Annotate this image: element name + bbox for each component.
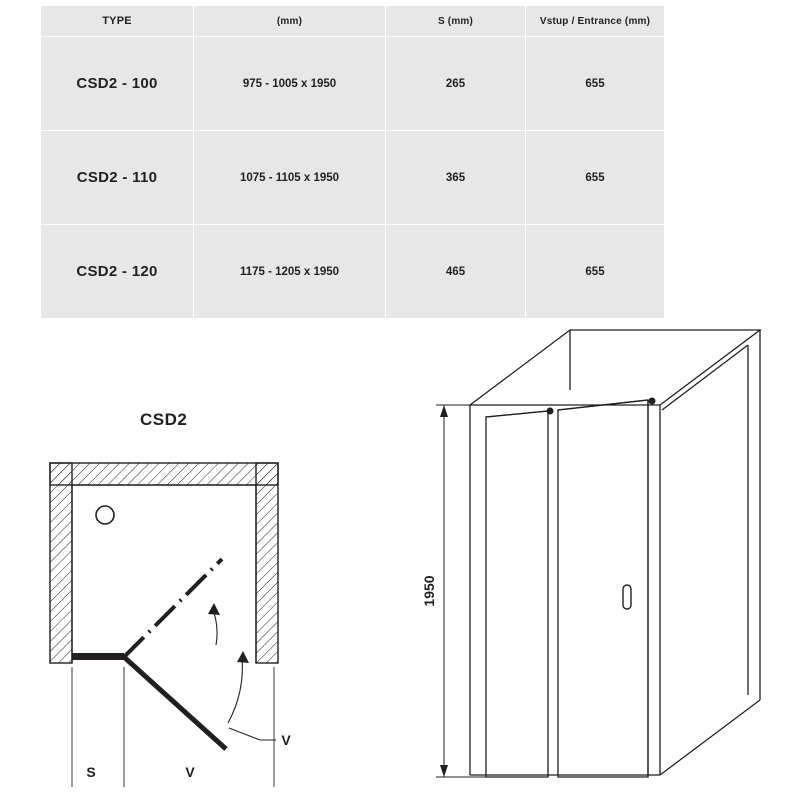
technical-drawings <box>0 315 800 800</box>
hinge-point-icon <box>547 398 656 415</box>
hinge-marker-icon <box>96 506 114 524</box>
door-open-position-line <box>124 559 222 657</box>
cell-dimensions: 1175 - 1205 x 1950 <box>194 225 386 319</box>
cell-s: 465 <box>386 225 526 319</box>
cell-s: 365 <box>386 131 526 225</box>
column-header-entrance: Vstup / Entrance (mm) <box>526 6 665 37</box>
table-header-row <box>41 6 665 37</box>
dimension-label-v-bottom: V <box>185 764 195 780</box>
wall-hatching <box>50 463 278 663</box>
column-header-type: TYPE <box>41 6 194 37</box>
dimension-label-v-angle: V <box>281 732 291 748</box>
glass-panels <box>486 345 748 777</box>
door-leaf-swing <box>124 657 226 749</box>
enclosure-box-outline <box>470 330 760 775</box>
cell-entrance: 655 <box>526 131 665 225</box>
enclosure-outline <box>72 485 256 663</box>
column-header-dimensions: (mm) <box>194 6 386 37</box>
isometric-view-drawing <box>400 315 790 800</box>
cell-type: CSD2 - 100 <box>41 37 194 131</box>
cell-entrance: 655 <box>526 225 665 319</box>
dimension-extension-lines <box>72 667 274 787</box>
fixed-panel <box>72 653 124 660</box>
cell-dimensions: 975 - 1005 x 1950 <box>194 37 386 131</box>
specification-table <box>40 5 665 319</box>
swing-arrow-icons <box>208 603 249 663</box>
table-row <box>41 131 665 225</box>
cell-s: 265 <box>386 37 526 131</box>
dimension-label-s: S <box>86 764 96 780</box>
table-row <box>41 37 665 131</box>
angle-leaders <box>229 728 276 740</box>
cell-entrance: 655 <box>526 37 665 131</box>
door-handle-icon <box>623 585 631 609</box>
cell-dimensions: 1075 - 1105 x 1950 <box>194 131 386 225</box>
column-header-s: S (mm) <box>386 6 526 37</box>
height-dimension-label: 1950 <box>421 575 437 607</box>
swing-arc <box>212 607 242 723</box>
cell-type: CSD2 - 110 <box>41 131 194 225</box>
cell-type: CSD2 - 120 <box>41 225 194 319</box>
plan-drawing-title: CSD2 <box>140 410 188 429</box>
plan-view-drawing <box>10 315 370 800</box>
height-dimension-line <box>440 405 448 777</box>
table-row <box>41 225 665 319</box>
